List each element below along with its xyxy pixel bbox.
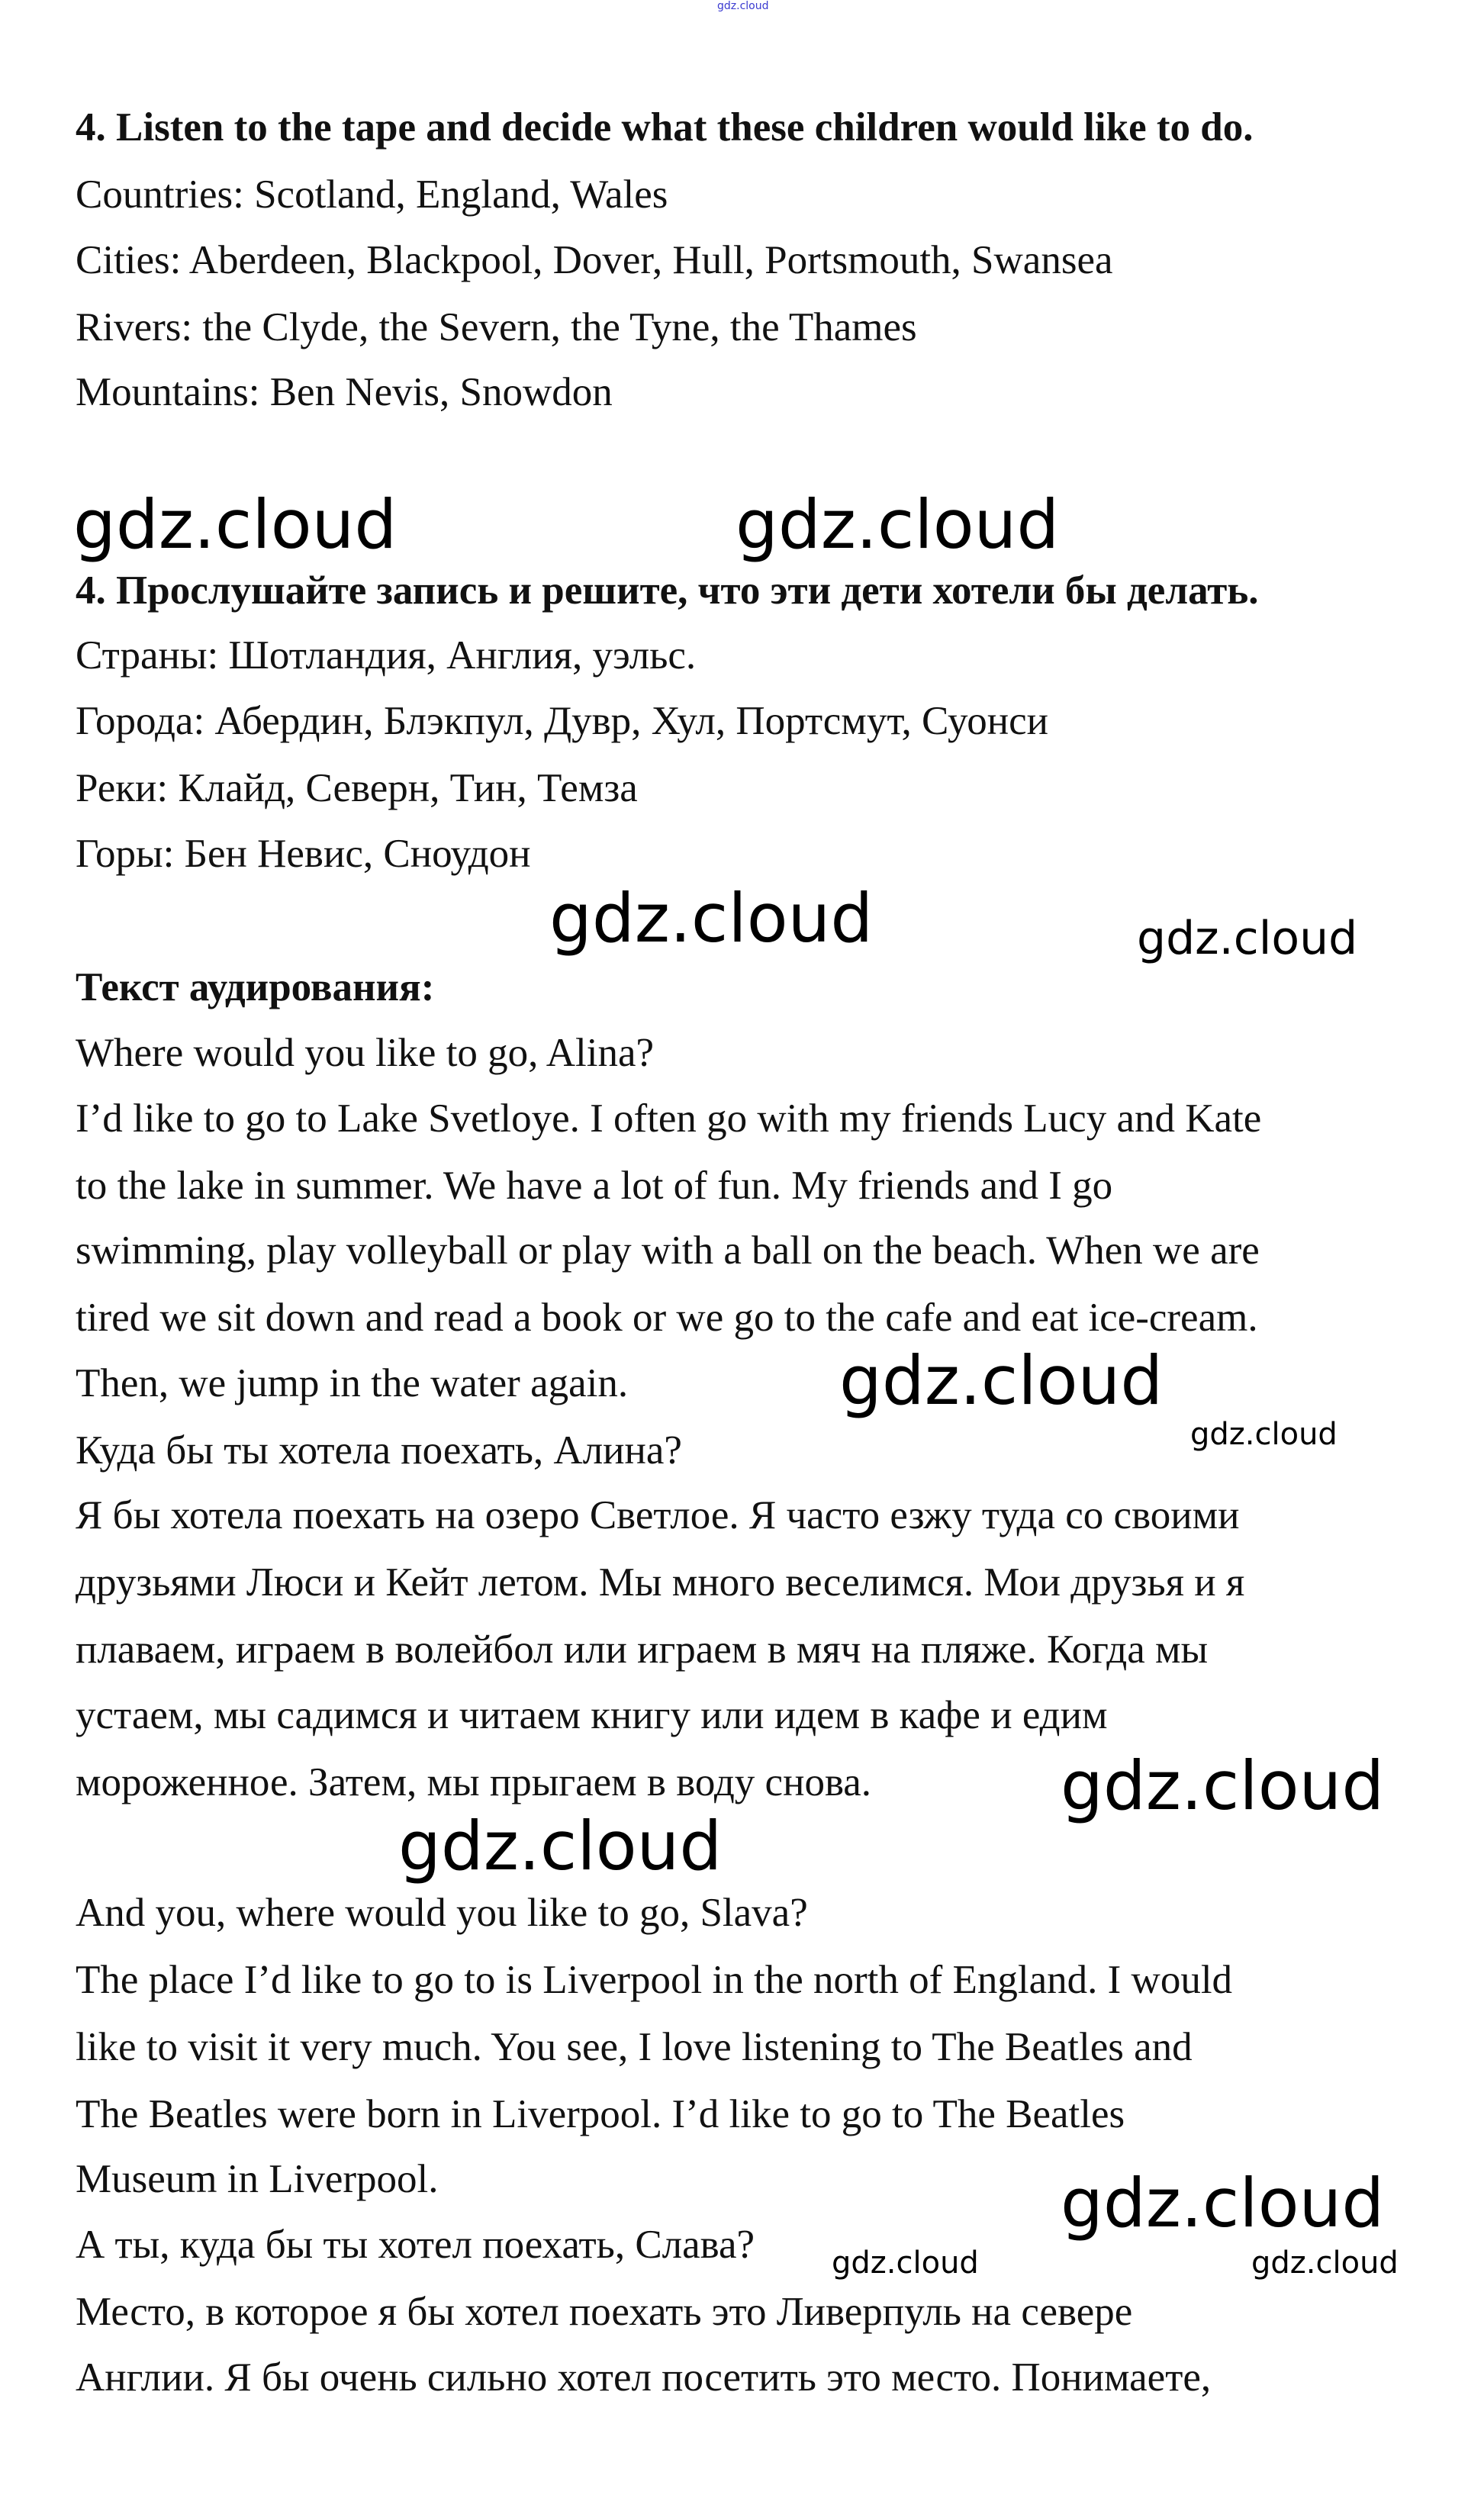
russian-task-title: 4. Прослушайте запись и решите, что эти дети хотели бы делать.: [76, 568, 1259, 613]
watermark: gdz.cloud: [1061, 1746, 1385, 1825]
transcript-line: to the lake in summer. We have a lot of fun. My friends and I go: [76, 1164, 1113, 1208]
transcript-line: Museum in Liverpool.: [76, 2157, 439, 2201]
watermark: gdz.cloud: [398, 1807, 723, 1885]
watermark: gdz.cloud: [1137, 912, 1358, 965]
transcript-line: swimming, play volleyball or play with a ball on the beach. When we are: [76, 1228, 1260, 1273]
watermark: gdz.cloud: [1061, 2164, 1385, 2242]
transcript-line: плаваем, играем в волейбол или играем в мяч на пляже. Когда мы: [76, 1627, 1209, 1672]
transcript-heading: Текст аудирования:: [76, 965, 435, 1009]
english-line-rivers: Rivers: the Clyde, the Severn, the Tyne, the Thames: [76, 305, 917, 349]
transcript-line: Then, we jump in the water again.: [76, 1361, 629, 1405]
transcript-line: Куда бы ты хотела поехать, Алина?: [76, 1428, 682, 1473]
russian-line-countries: Страны: Шотландия, Англия, уэльс.: [76, 633, 697, 678]
russian-line-rivers: Реки: Клайд, Северн, Тин, Темза: [76, 766, 638, 810]
transcript-line: устаем, мы садимся и читаем книгу или идем в кафе и едим: [76, 1693, 1108, 1737]
english-line-cities: Cities: Aberdeen, Blackpool, Dover, Hull, Portsmouth, Swansea: [76, 238, 1113, 282]
russian-line-mountains: Горы: Бен Невис, Сноудон: [76, 832, 531, 876]
watermark: gdz.cloud: [832, 2245, 979, 2281]
watermark: gdz.cloud: [839, 1341, 1164, 1420]
transcript-line: And you, where would you like to go, Slava?: [76, 1891, 808, 1935]
english-task-title: 4. Listen to the tape and decide what these children would like to do.: [76, 105, 1254, 150]
watermark: gdz.cloud: [736, 485, 1060, 564]
transcript-line: друзьями Люси и Кейт летом. Мы много веселимся. Мои друзья и я: [76, 1560, 1245, 1605]
transcript-line: The Beatles were born in Liverpool. I’d like to go to The Beatles: [76, 2092, 1125, 2136]
english-line-countries: Countries: Scotland, England, Wales: [76, 172, 668, 217]
transcript-line: Where would you like to go, Alina?: [76, 1031, 655, 1075]
english-line-mountains: Mountains: Ben Nevis, Snowdon: [76, 370, 613, 414]
transcript-line: А ты, куда бы ты хотел поехать, Слава?: [76, 2223, 755, 2267]
transcript-line: like to visit it very much. You see, I love listening to The Beatles and: [76, 2025, 1193, 2069]
watermark: gdz.cloud: [1251, 2245, 1399, 2281]
watermark: gdz.cloud: [549, 879, 874, 958]
transcript-line: Место, в которое я бы хотел поехать это Ливерпуль на севере: [76, 2290, 1133, 2334]
watermark: gdz.cloud: [1190, 1417, 1338, 1452]
transcript-line: Я бы хотела поехать на озеро Светлое. Я часто езжу туда со своими: [76, 1493, 1240, 1537]
watermark: gdz.cloud: [73, 485, 398, 564]
transcript-line: tired we sit down and read a book or we go to the cafe and eat ice-cream.: [76, 1296, 1258, 1340]
transcript-line: Англии. Я бы очень сильно хотел посетить это место. Понимаете,: [76, 2355, 1212, 2400]
transcript-line: мороженное. Затем, мы прыгаем в воду снова.: [76, 1760, 872, 1804]
russian-line-cities: Города: Абердин, Блэкпул, Дувр, Хул, Портсмут, Суонси: [76, 699, 1048, 743]
transcript-line: I’d like to go to Lake Svetloye. I often go with my friends Lucy and Kate: [76, 1096, 1262, 1141]
transcript-line: The place I’d like to go to is Liverpool in the north of England. I would: [76, 1958, 1233, 2002]
watermark-top: gdz.cloud: [717, 0, 769, 12]
